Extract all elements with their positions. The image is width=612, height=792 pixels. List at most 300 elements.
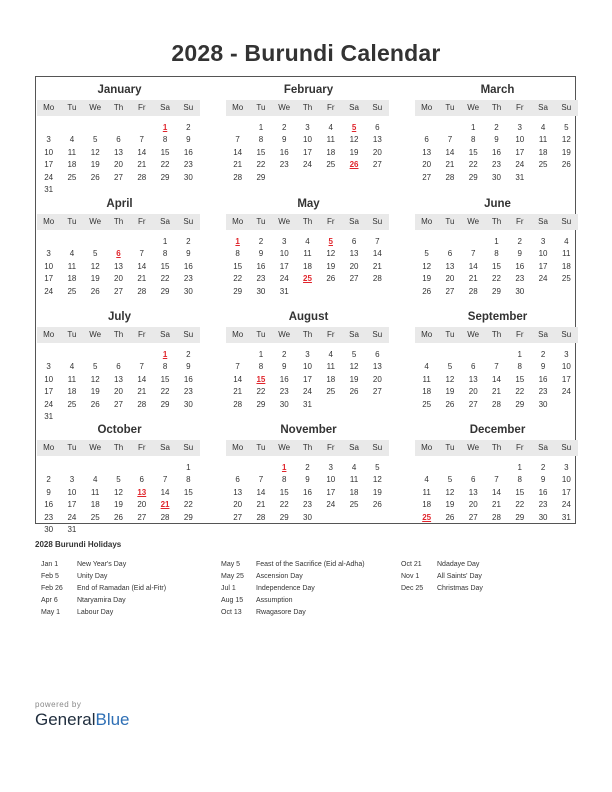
day-cell: 29 [183,512,193,522]
day-cell: 17 [303,374,312,384]
week-row [226,374,389,386]
day-cell: 27 [114,399,123,409]
empty-day-cell [415,122,438,134]
day-cell: 3 [46,249,51,259]
week-row [226,512,389,524]
day-cell: 26 [90,172,100,182]
week-row [37,399,200,411]
day-cell: 18 [349,487,359,497]
day-cell: 25 [422,512,432,522]
empty-day-cell [107,411,130,423]
holiday-entry [221,559,365,571]
weekday-label: Sa [538,330,548,339]
holiday-entry [41,571,166,583]
month-september [415,310,578,411]
day-cell: 24 [326,500,336,510]
day-cell: 16 [538,487,548,497]
day-cell: 17 [67,500,77,510]
weekday-label: Mo [43,443,55,452]
holiday-name: Rwagasore Day [256,609,306,616]
holiday-date: Dec 25 [401,585,424,592]
empty-day-cell [84,184,107,196]
day-cell: 13 [114,261,123,271]
day-cell: 31 [303,399,312,409]
month-name: February [283,84,334,96]
day-cell: 24 [561,387,571,397]
day-cell: 14 [137,147,147,157]
day-cell: 18 [67,274,77,284]
day-cell: 20 [233,500,243,510]
day-cell: 11 [326,362,335,372]
day-cell: 5 [564,123,569,132]
day-cell: 25 [67,399,77,409]
day-cell: 1 [494,237,499,246]
day-cell: 16 [183,374,193,384]
day-cell: 12 [349,135,359,145]
day-cell: 26 [114,512,123,522]
day-cell: 12 [90,147,100,157]
holiday-entry [41,559,166,571]
day-cell: 1 [235,237,240,246]
holiday-date: May 25 [221,573,244,580]
week-row [226,462,389,474]
day-cell: 5 [447,362,453,372]
day-cell: 13 [114,374,123,384]
weekday-label: Su [561,330,572,339]
weekday-label: We [467,443,480,452]
empty-day-cell [296,286,319,298]
weekday-label: We [467,103,480,112]
day-cell: 22 [233,274,243,284]
weekday-header [226,214,389,230]
day-cell: 26 [90,399,100,409]
weekday-header [37,440,200,456]
day-cell: 23 [492,160,501,170]
holiday-name: Ndadaye Day [437,561,480,568]
day-cell: 28 [137,172,147,182]
weekday-label: Fr [137,217,146,226]
day-cell: 5 [92,249,98,259]
day-cell: 16 [515,261,525,271]
day-cell: 25 [561,274,571,284]
weekday-label: Th [302,103,313,112]
empty-day-cell [153,411,176,423]
day-cell: 14 [372,249,382,259]
holiday-date: May 5 [221,561,241,568]
day-cell: 27 [349,274,359,284]
holiday-entry [221,595,365,607]
empty-day-cell [226,122,249,134]
empty-day-cell [84,122,107,134]
powered-by-text: powered by [35,700,82,709]
day-cell: 10 [44,147,54,157]
weekday-label: Sa [160,330,170,339]
day-cell: 27 [468,512,478,522]
weekday-label: We [467,330,480,339]
empty-day-cell [555,399,578,411]
day-cell: 15 [468,147,478,157]
day-cell: 17 [44,274,54,284]
day-cell: 16 [279,374,289,384]
holiday-date: Oct 21 [401,561,422,568]
day-cell: 2 [517,237,522,246]
empty-day-cell [107,349,130,361]
empty-day-cell [107,184,130,196]
day-cell: 19 [445,500,455,510]
week-row [415,286,578,298]
day-cell: 30 [183,399,193,409]
weekday-label: Th [113,443,124,452]
weekday-label: Sa [349,330,359,339]
day-cell: 8 [494,249,499,259]
day-cell: 3 [540,237,546,246]
day-cell: 29 [279,512,289,522]
holiday-date: Apr 6 [41,597,58,604]
day-cell: 22 [256,387,266,397]
month-name: July [107,311,131,323]
week-row [37,236,200,248]
day-cell: 19 [90,160,100,170]
weekday-label: Su [183,443,194,452]
day-cell: 30 [515,286,525,296]
weekday-label: Fr [515,330,524,339]
week-row [226,349,389,361]
day-cell: 24 [515,160,525,170]
day-cell: 24 [561,500,571,510]
day-cell: 21 [256,500,266,510]
day-cell: 6 [470,362,476,372]
day-cell: 21 [137,387,147,397]
day-cell: 3 [305,123,310,132]
weekday-label: Tu [256,443,266,452]
weekday-label: Sa [160,443,170,452]
week-row [226,172,389,184]
weekday-header [415,327,578,343]
day-cell: 13 [468,487,478,497]
weekday-label: Su [372,103,383,112]
weekday-label: Fr [326,217,335,226]
month-name: January [97,84,142,96]
day-cell: 24 [44,286,54,296]
day-cell: 2 [46,475,51,485]
weekday-label: Sa [349,103,359,112]
day-cell: 18 [326,147,336,157]
week-row [226,399,389,411]
day-cell: 8 [186,475,191,485]
day-cell: 10 [561,475,571,485]
month-name: November [280,424,337,436]
empty-day-cell [319,399,342,411]
weekday-label: Mo [43,330,55,339]
day-cell: 28 [372,274,382,284]
day-cell: 11 [349,475,359,485]
holiday-date: Jan 1 [41,561,59,568]
week-row [37,361,200,373]
day-cell: 21 [233,160,243,170]
day-cell: 8 [162,249,168,259]
day-cell: 14 [492,487,501,497]
day-cell: 14 [468,261,478,271]
empty-day-cell [177,411,200,423]
empty-day-cell [438,349,461,361]
day-cell: 7 [139,362,144,372]
holiday-list-column-2 [221,559,365,619]
empty-day-cell [130,349,153,361]
weekday-label: Tu [445,330,455,339]
day-cell: 22 [256,160,266,170]
empty-day-cell [130,462,153,474]
day-cell: 11 [326,135,335,145]
week-row [226,286,389,298]
day-cell: 24 [303,160,312,170]
day-cell: 29 [233,286,243,296]
weekday-label: Sa [538,443,548,452]
day-cell: 20 [468,500,478,510]
day-cell: 9 [281,135,287,145]
month-may [226,197,389,298]
holiday-name: Feast of the Sacrifice (Eid al-Adha) [256,561,365,568]
week-row [415,386,578,398]
day-cell: 9 [186,135,191,145]
empty-day-cell [37,462,60,474]
weekday-header [415,100,578,116]
weekday-label: Th [491,443,502,452]
week-row [415,487,578,499]
day-cell: 19 [90,274,100,284]
empty-day-cell [153,184,176,196]
day-cell: 15 [515,374,525,384]
day-cell: 1 [186,463,191,472]
day-cell: 23 [515,274,525,284]
week-row [415,261,578,273]
weekday-label: Tu [67,330,77,339]
day-cell: 7 [494,475,499,485]
month-november [226,423,389,524]
day-cell: 16 [538,374,548,384]
day-cell: 1 [517,463,522,472]
day-cell: 31 [515,172,525,182]
week-row [226,499,389,511]
day-cell: 1 [258,123,264,132]
day-cell: 18 [561,261,571,271]
day-cell: 13 [468,374,478,384]
day-cell: 7 [235,362,240,372]
day-cell: 8 [162,135,168,145]
weekday-header [37,100,200,116]
day-cell: 10 [44,261,54,271]
holiday-date: Oct 13 [221,609,242,616]
day-cell: 2 [540,463,546,472]
day-cell: 8 [517,475,522,485]
empty-day-cell [130,184,153,196]
holiday-entry [401,583,483,595]
weekday-label: Tu [67,217,77,226]
empty-day-cell [130,411,153,423]
weekday-label: Su [561,217,572,226]
day-cell: 1 [162,237,168,246]
day-cell: 17 [538,261,548,271]
month-name: December [469,424,526,436]
empty-day-cell [60,349,83,361]
day-cell: 15 [233,261,243,271]
day-cell: 12 [561,135,571,145]
month-october [37,423,200,536]
day-cell: 25 [67,286,77,296]
holiday-entry [221,607,365,619]
day-cell: 11 [422,374,431,384]
day-cell: 22 [468,160,478,170]
empty-day-cell [84,349,107,361]
day-cell: 10 [515,135,525,145]
week-row [226,261,389,273]
weekday-label: Mo [421,443,433,452]
day-cell: 7 [139,249,144,259]
day-cell: 30 [492,172,501,182]
day-cell: 20 [114,160,123,170]
empty-day-cell [438,462,461,474]
empty-day-cell [438,236,461,248]
day-cell: 31 [67,524,77,534]
weekday-label: Mo [43,103,55,112]
day-cell: 2 [186,237,191,246]
day-cell: 3 [564,350,569,359]
empty-day-cell [319,512,342,524]
day-cell: 4 [69,249,75,259]
week-row [37,122,200,134]
weekday-label: Th [302,330,313,339]
day-cell: 30 [538,512,548,522]
week-row [415,273,578,285]
day-cell: 30 [279,399,289,409]
day-cell: 30 [44,524,54,534]
day-cell: 7 [375,237,380,246]
day-cell: 9 [46,487,51,497]
day-cell: 29 [492,286,501,296]
day-cell: 14 [233,147,243,157]
empty-day-cell [415,349,438,361]
weekday-label: Su [372,217,383,226]
holiday-list-column-1 [41,559,166,619]
day-cell: 28 [233,172,243,182]
day-cell: 29 [256,172,266,182]
month-name: March [480,84,515,96]
day-cell: 9 [186,362,191,372]
day-cell: 22 [515,500,525,510]
empty-day-cell [177,184,200,196]
day-cell: 15 [279,487,289,497]
weekday-label: Su [372,330,383,339]
day-cell: 21 [468,274,478,284]
week-row [226,386,389,398]
month-name: May [297,198,320,210]
week-row [37,184,200,196]
day-cell: 6 [424,135,429,145]
day-cell: 21 [372,261,382,271]
day-cell: 27 [137,512,147,522]
day-cell: 5 [116,475,121,485]
empty-day-cell [130,524,153,536]
day-cell: 13 [233,487,243,497]
generalblue-wordmark [35,710,130,730]
empty-day-cell [60,411,83,423]
week-row [226,122,389,134]
day-cell: 12 [445,487,455,497]
week-row [415,361,578,373]
day-cell: 12 [114,487,123,497]
weekday-label: Sa [538,103,548,112]
day-cell: 14 [137,374,147,384]
week-row [37,134,200,146]
day-cell: 15 [160,147,170,157]
day-cell: 17 [303,147,312,157]
day-cell: 5 [375,463,380,472]
day-cell: 8 [258,135,264,145]
day-cell: 1 [470,123,476,132]
day-cell: 23 [279,160,289,170]
day-cell: 2 [186,350,191,359]
week-row [415,122,578,134]
day-cell: 12 [445,374,455,384]
day-cell: 29 [515,512,525,522]
day-cell: 6 [116,249,121,259]
day-cell: 26 [372,500,382,510]
day-cell: 27 [372,160,382,170]
day-cell: 9 [494,135,499,145]
day-cell: 26 [349,160,359,170]
day-cell: 3 [517,123,522,132]
empty-day-cell [366,512,389,524]
day-cell: 14 [445,147,455,157]
day-cell: 26 [349,387,359,397]
month-june [415,197,578,298]
week-row [226,361,389,373]
holiday-date: Aug 15 [221,597,244,604]
day-cell: 25 [90,512,100,522]
holiday-entry [221,583,365,595]
day-cell: 21 [160,500,170,510]
day-cell: 4 [92,475,98,485]
day-cell: 25 [326,387,336,397]
week-row [37,374,200,386]
day-cell: 2 [281,350,287,359]
day-cell: 9 [517,249,522,259]
day-cell: 5 [351,123,357,132]
day-cell: 24 [44,172,54,182]
holiday-name: Ascension Day [256,573,303,580]
week-row [415,474,578,486]
weekday-label: Tu [67,443,77,452]
day-cell: 26 [445,512,455,522]
day-cell: 16 [44,500,54,510]
day-cell: 22 [492,274,501,284]
day-cell: 16 [492,147,501,157]
empty-day-cell [531,286,554,298]
week-row [37,172,200,184]
holiday-name: Labour Day [77,609,114,616]
day-cell: 1 [162,350,168,359]
week-row [415,499,578,511]
weekday-label: Mo [421,217,433,226]
day-cell: 4 [69,135,75,145]
week-row [37,248,200,260]
day-cell: 11 [562,249,571,259]
weekday-label: Mo [421,103,433,112]
empty-day-cell [249,462,272,474]
day-cell: 22 [515,387,525,397]
day-cell: 13 [114,147,123,157]
day-cell: 26 [422,286,432,296]
day-cell: 8 [470,135,476,145]
